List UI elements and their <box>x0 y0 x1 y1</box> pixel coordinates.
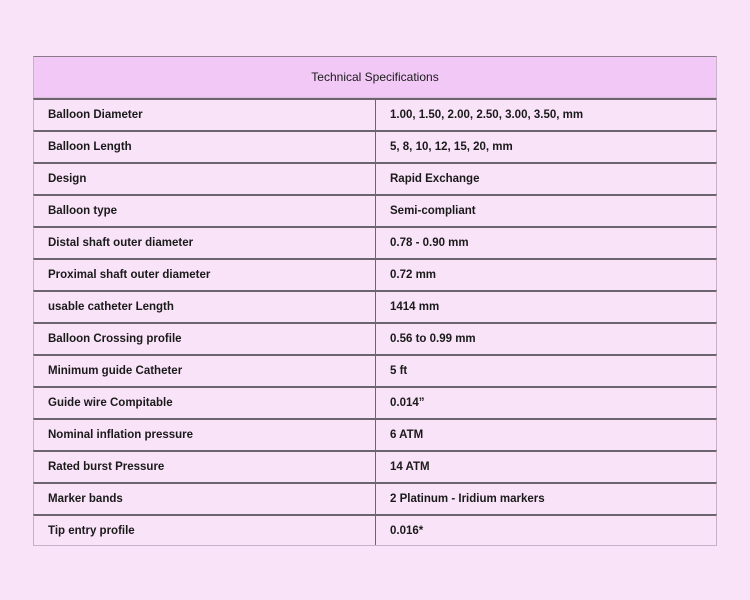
spec-value: 5, 8, 10, 12, 15, 20, mm <box>390 141 513 153</box>
spec-value: 6 ATM <box>390 429 424 441</box>
table-row <box>33 482 717 514</box>
spec-value: 0.014” <box>390 397 425 409</box>
table-row <box>33 194 717 226</box>
spec-label: Proximal shaft outer diameter <box>34 260 376 290</box>
spec-value: 14 ATM <box>390 461 430 473</box>
spec-value: Semi-compliant <box>390 205 476 217</box>
spec-label: Distal shaft outer diameter <box>34 228 376 258</box>
table-row <box>33 162 717 194</box>
spec-label: Tip entry profile <box>34 516 376 545</box>
spec-label: Balloon type <box>34 196 376 226</box>
spec-value: 1.00, 1.50, 2.00, 2.50, 3.00, 3.50, mm <box>390 109 584 121</box>
spec-label: Balloon Diameter <box>34 100 376 130</box>
spec-value: 0.78 - 0.90 mm <box>390 237 469 249</box>
spec-value: 0.72 mm <box>390 269 437 281</box>
spec-value: 2 Platinum - Iridium markers <box>390 493 545 505</box>
table-row <box>33 130 717 162</box>
table-row <box>33 514 717 546</box>
spec-value: 1414 mm <box>390 301 440 313</box>
table-row <box>33 322 717 354</box>
table-row <box>33 98 717 130</box>
table-body <box>33 98 717 546</box>
spec-label: usable catheter Length <box>34 292 376 322</box>
spec-value: 5 ft <box>390 365 408 377</box>
spec-value: 0.016* <box>390 524 424 537</box>
spec-label: Marker bands <box>34 484 376 514</box>
spec-label: Balloon Length <box>34 132 376 162</box>
spec-label: Balloon Crossing profile <box>34 324 376 354</box>
spec-label: Nominal inflation pressure <box>34 420 376 450</box>
table-row <box>33 226 717 258</box>
spec-label: Rated burst Pressure <box>34 452 376 482</box>
spec-label: Minimum guide Catheter <box>34 356 376 386</box>
table-header: Technical Specifications <box>33 56 717 98</box>
table-row <box>33 290 717 322</box>
table-row <box>33 386 717 418</box>
table-row <box>33 450 717 482</box>
spec-value: 0.56 to 0.99 mm <box>390 333 476 345</box>
spec-label: Design <box>34 164 376 194</box>
table-row <box>33 354 717 386</box>
spec-label: Guide wire Compitable <box>34 388 376 418</box>
spec-value: Rapid Exchange <box>390 173 480 185</box>
spec-table <box>33 56 717 546</box>
table-row <box>33 258 717 290</box>
table-row <box>33 418 717 450</box>
